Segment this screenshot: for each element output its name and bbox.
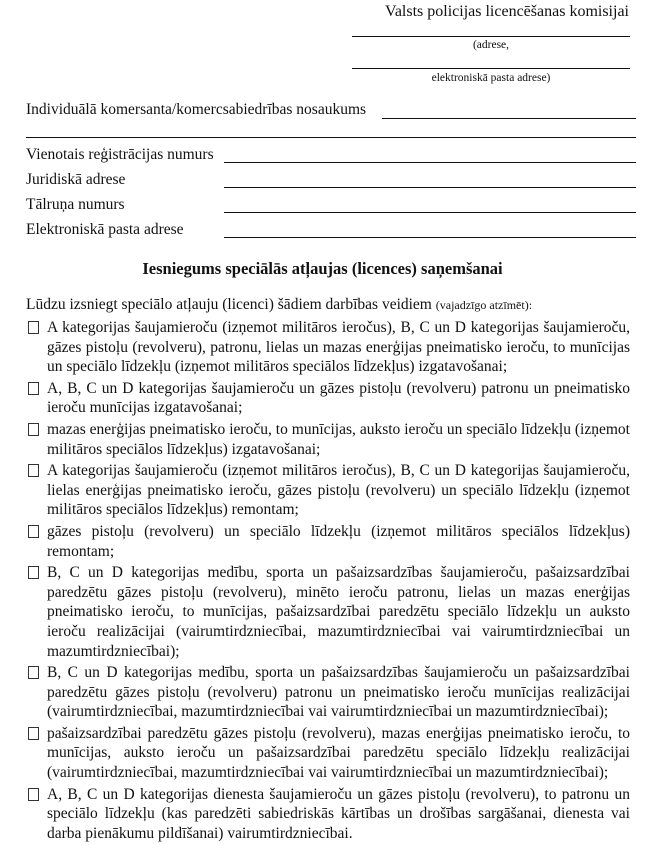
checkbox-9[interactable] (28, 788, 39, 801)
email-header-line[interactable] (352, 68, 630, 69)
checkbox-5[interactable] (28, 525, 39, 538)
email-field[interactable] (224, 237, 636, 238)
email-label: Elektroniskā pasta adrese (26, 221, 184, 238)
phone-field[interactable] (224, 212, 636, 213)
email-header-label: elektroniskā pasta adrese) (431, 72, 551, 84)
options-list (26, 318, 630, 845)
option-text-2: A, B, C un D kategorijas šaujamieroču un gāzes pistoļu (revolveru) patronu un pneimatisko ieroču munīcijas izgatavošanai; (47, 379, 630, 417)
checkbox-7[interactable] (28, 666, 39, 679)
checkbox-2[interactable] (28, 382, 39, 395)
company-name-field-continued[interactable] (26, 137, 636, 138)
option-text-9: A, B, C un D kategorijas dienesta šaujamieroču un gāzes pistoļu (revolveru), to patronu un speciālo līdzekļu (kas paredzēti sabiedriskās kārtības un drošības sargāšanai, dienesta vai darba pienākumu pildīšanai) vairumtirdzniecībai. (47, 785, 630, 842)
option-text-8: pašaizsardzībai paredzētu gāzes pistoļu (revolveru), mazas enerģijas pneimatisko ieroču, to munīcijas, auksto ieroču un pašaizsardzībai paredzētu speciālo līdzekļu realizācijai (vairumtirdzniecībai, mazumtirdzniecībai vai vairumtirdzniecībai un mazumtirdzniecībai); (47, 724, 630, 782)
reg-number-label: Vienotais reģistrācijas numurs (26, 146, 214, 163)
option-text-3: mazas enerģijas pneimatisko ieroču, to munīcijas, auksto ieroču un speciālo līdzekļu (izņemot militāros speciālos līdzekļus) izgatavošanai; (47, 420, 630, 458)
intro-main: Lūdzu izsniegt speciālo atļauju (licenci) šādiem darbības veidiem (26, 296, 436, 313)
checkbox-6[interactable] (28, 566, 39, 579)
option-item (26, 420, 630, 459)
option-item (26, 785, 630, 844)
option-text-6: B, C un D kategorijas medību, sporta un pašaizsardzības šaujamieroču, pašaizsardzībai paredzētu gāzes pistoļu (revolveru), minēto ieroču patronu, lielas un mazas enerģijas pneimatisko ieroču, to munīcijas, pašaizsardzībai paredzētu speciālo līdzekļu un auksto ieroču realizācijai (vairumtirdzniecībai, mazumtirdzniecībai vai vairumtirdzniecībai un mazumtirdzniecībai); (47, 564, 630, 660)
option-item (26, 522, 630, 561)
checkbox-3[interactable] (28, 423, 39, 436)
checkbox-4[interactable] (28, 464, 39, 477)
document-title: Iesniegums speciālās atļaujas (licences) saņemšanai (142, 259, 503, 278)
option-text-7: B, C un D kategorijas medību, sporta un pašaizsardzības šaujamieroču un pašaizsardzībai paredzētu gāzes pistoļu (revolveru) patronu un pneimatisko ieroču munīcijas realizācijai (vairumtirdzniecībai, mazumtirdzniecībai vai vairumtirdzniecībai un mazumtirdzniecībai); (47, 664, 630, 721)
option-item (26, 379, 630, 418)
option-item (26, 461, 630, 520)
option-text-5: gāzes pistoļu (revolveru) un speciālo līdzekļu (izņemot militāros speciālos līdzekļus) remontam; (47, 522, 630, 560)
checkbox-8[interactable] (28, 727, 39, 740)
option-item (26, 663, 630, 722)
company-name-field[interactable] (382, 118, 636, 119)
phone-label: Tālruņa numurs (26, 196, 125, 213)
intro-note: (vajadzīgo atzīmēt): (435, 298, 533, 312)
option-text-1: A kategorijas šaujamieroču (izņemot militāros ieročus), B, C un D kategorijas šaujamieroču, gāzes pistoļu (revolveru), patronu, lielas un mazas enerģijas pneimatisko ieroču, to munīcijas un speciālo līdzekļu (izņemot militāros speciālos līdzekļus) izgatavošanai; (47, 319, 630, 376)
company-name-label: Individuālā komersanta/komercsabiedrības nosaukums (26, 101, 367, 118)
recipient-title: Valsts policijas licencēšanas komisijai (385, 3, 629, 20)
option-text-4: A kategorijas šaujamieroču (izņemot militāros ieročus), B, C un D kategorijas šaujamieroču, lielas enerģijas pneimatisko ieroču, gāzes pistoļu (revolveru) un speciālo līdzekļu (izņemot militāros speciālos līdzekļus) remontam; (47, 462, 630, 519)
legal-address-label: Juridiskā adrese (26, 171, 126, 188)
address-line[interactable] (352, 36, 630, 37)
reg-number-field[interactable] (224, 162, 636, 163)
intro-text (26, 296, 532, 314)
option-item (26, 318, 630, 377)
checkbox-1[interactable] (28, 321, 39, 334)
option-item (26, 563, 630, 661)
legal-address-field[interactable] (224, 187, 636, 188)
address-label: (adrese, (472, 39, 510, 51)
option-item (26, 724, 630, 783)
